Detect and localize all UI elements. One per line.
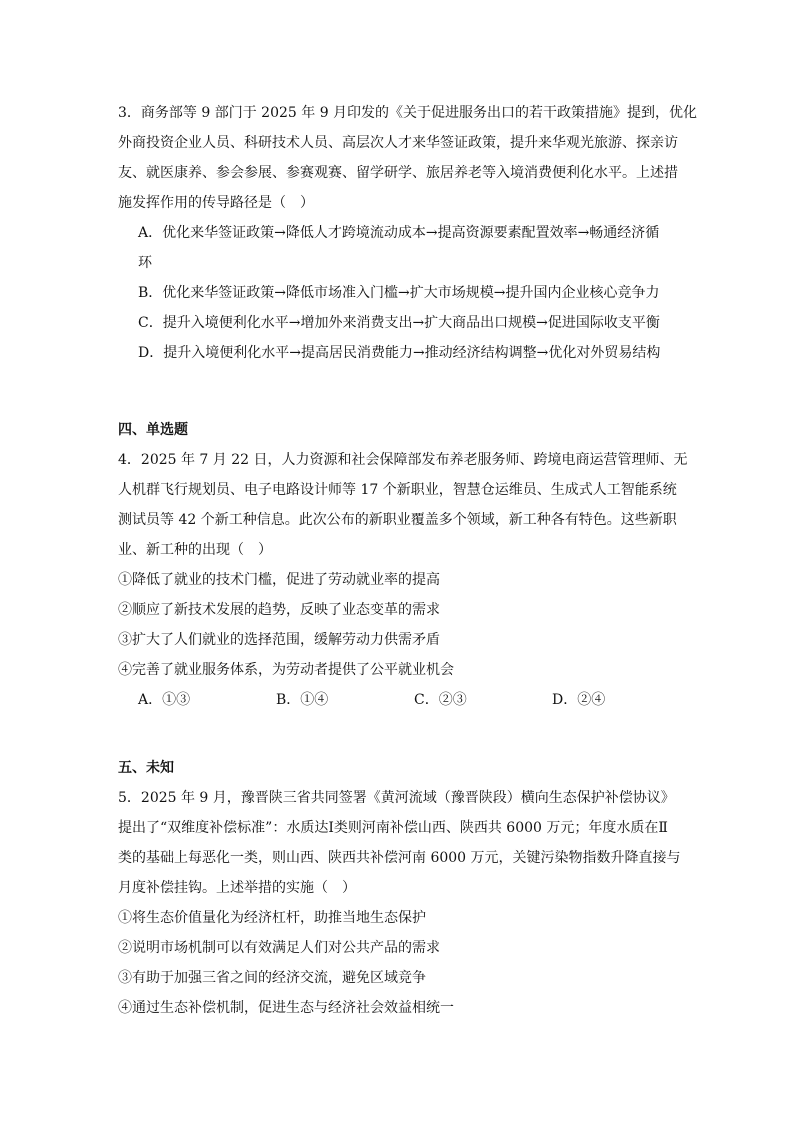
- option-a[interactable]: A．优化来华签证政策→降低人才跨境流动成本→提高资源要素配置效率→畅通经济循: [138, 225, 660, 241]
- statement-4: ④完善了就业服务体系，为劳动者提供了公平就业机会: [118, 662, 454, 678]
- statement-2: ②顺应了新技术发展的趋势，反映了业态变革的需求: [118, 602, 440, 618]
- choice-b[interactable]: B．①④: [276, 692, 329, 708]
- choice-d[interactable]: D．②④: [552, 692, 606, 708]
- section-4: [118, 415, 688, 715]
- question-4-line: 人机群飞行规划员、电子电路设计师等 17 个新职业，智慧仓运维员、生成式人工智能系统: [118, 482, 677, 498]
- question-4-line: 4．2025 年 7 月 22 日，人力资源和社会保障部发布养老服务师、跨境电商运营管理师、无: [118, 452, 688, 468]
- answer-choices: [118, 685, 678, 715]
- statement-1: ①将生态价值量化为经济杠杆，助推当地生态保护: [118, 910, 426, 926]
- option-c[interactable]: C．提升入境便利化水平→增加外来消费支出→扩大商品出口规模→促进国际收支平衡: [138, 315, 660, 331]
- question-3-line: 外商投资企业人员、科研技术人员、高层次人才来华签证政策，提升来华观光旅游、探亲访: [118, 135, 678, 151]
- question-3: [118, 98, 698, 368]
- section-heading: 四、单选题: [118, 422, 188, 438]
- statement-4: ④通过生态补偿机制，促进生态与经济社会效益相统一: [118, 1000, 454, 1016]
- section-5: [118, 753, 681, 1023]
- question-5-line: 提出了“双维度补偿标准”：水质达Ⅰ类则河南补偿山西、陕西共 6000 万元；年度水质在Ⅱ: [118, 820, 668, 836]
- choice-a[interactable]: A．①③: [138, 692, 191, 708]
- question-4-line: 业、新工种的出现（ ）: [118, 542, 272, 558]
- question-3-line: 3．商务部等 9 部门于 2025 年 9 月印发的《关于促进服务出口的若干政策措施》提到，优化: [118, 105, 698, 121]
- question-3-line: 施发挥作用的传导路径是（ ）: [118, 195, 314, 211]
- question-5-line: 月度补偿挂钩。上述举措的实施（ ）: [118, 880, 356, 896]
- choice-c[interactable]: C．②③: [414, 692, 467, 708]
- statement-2: ②说明市场机制可以有效满足人们对公共产品的需求: [118, 940, 440, 956]
- statement-3: ③有助于加强三省之间的经济交流，避免区域竞争: [118, 970, 426, 986]
- question-4-line: 测试员等 42 个新工种信息。此次公布的新职业覆盖多个领域，新工种各有特色。这些新职: [118, 512, 677, 528]
- option-a-continued: 环: [138, 255, 152, 271]
- option-d[interactable]: D．提升入境便利化水平→提高居民消费能力→推动经济结构调整→优化对外贸易结构: [138, 345, 661, 361]
- statement-3: ③扩大了人们就业的选择范围，缓解劳动力供需矛盾: [118, 632, 440, 648]
- statement-1: ①降低了就业的技术门槛，促进了劳动就业率的提高: [118, 572, 440, 588]
- question-5-line: 5．2025 年 9 月，豫晋陕三省共同签署《黄河流域（豫晋陕段）横向生态保护补偿协议》: [118, 790, 675, 806]
- option-b[interactable]: B．优化来华签证政策→降低市场准入门槛→扩大市场规模→提升国内企业核心竞争力: [138, 285, 660, 301]
- question-3-line: 友、就医康养、参会参展、参赛观赛、留学研学、旅居养老等入境消费便利化水平。上述措: [118, 165, 678, 181]
- question-5-line: 类的基础上每恶化一类，则山西、陕西共补偿河南 6000 万元，关键污染物指数升降直接与: [118, 850, 681, 866]
- section-heading: 五、未知: [118, 760, 174, 776]
